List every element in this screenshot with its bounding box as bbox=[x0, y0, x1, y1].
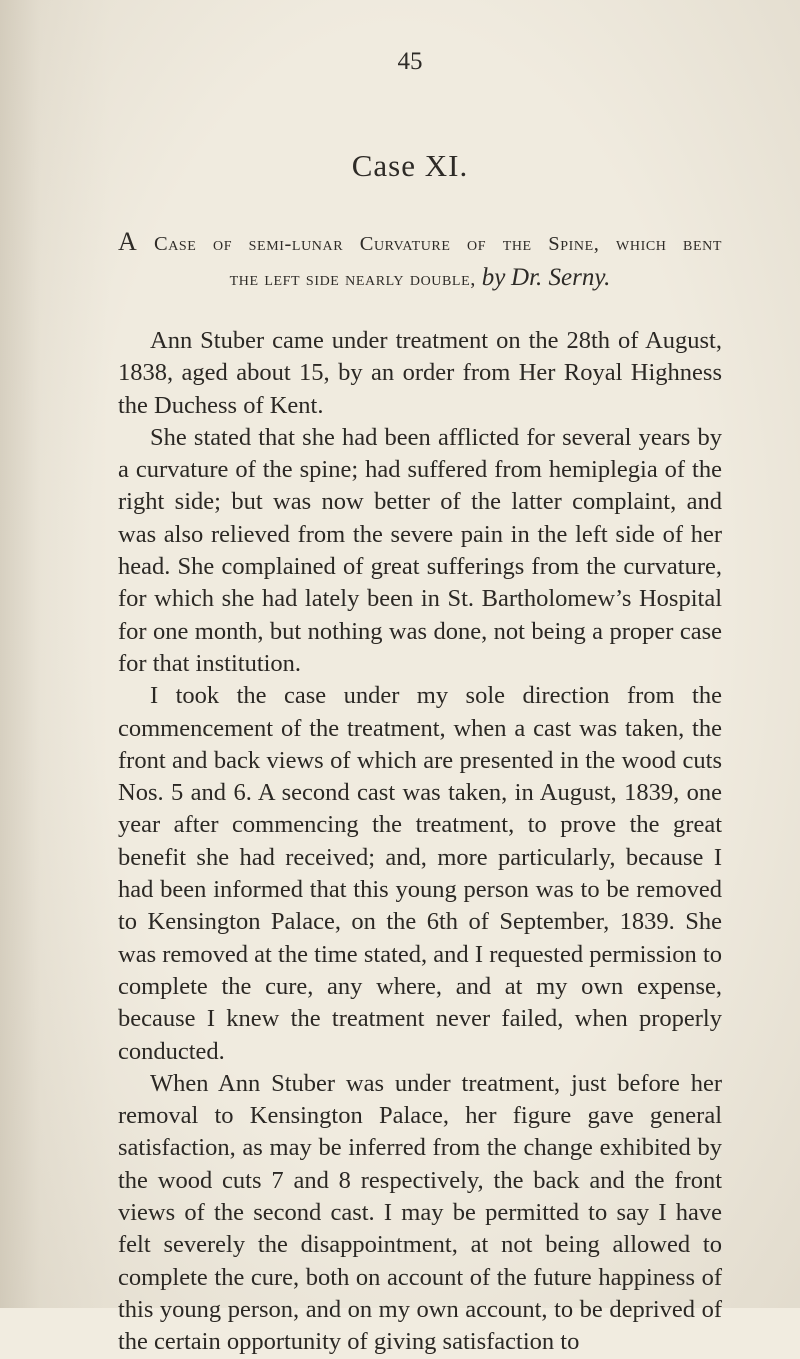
subtitle-author: Dr. Serny. bbox=[511, 264, 611, 291]
subtitle-line-1 bbox=[118, 225, 722, 261]
body-text bbox=[118, 325, 722, 1359]
subtitle-segment-e: the left side nearly double, bbox=[229, 268, 476, 290]
page-number: 45 bbox=[397, 48, 423, 75]
case-subtitle bbox=[118, 225, 722, 296]
paragraph-4: When Ann Stuber was under treatment, just before her removal to Kensington Palace, her figure gave general satisfaction, as may be inferred from the change exhibited by the wood cuts 7 and 8 respectively, the back and the front views of the second cast. I may be permitted to say I have felt severely the disappointment, at not being allowed to complete the cure, both on account of the future happiness of this young person, and on my own account, to be deprived of the certain opportunity of giving satisfaction to bbox=[118, 1069, 722, 1356]
paragraph-2: She stated that she had been afflicted for several years by a curvature of the spine; had suffered from hemiplegia of the right side; but was now better of the latter complaint, and was also relieved from the severe pain in the left side of her head. She complained of great sufferings from the curvature, for which she had lately been in St. Bartholomew’s Hospital for one month, but nothing was done, not being a proper case for that institution. bbox=[118, 423, 722, 677]
case-number: XI. bbox=[424, 148, 469, 183]
subtitle-segment-b: of semi-lunar bbox=[213, 233, 344, 255]
case-heading bbox=[0, 148, 800, 184]
subtitle-by: by bbox=[481, 264, 506, 291]
subtitle-initial: A bbox=[118, 227, 138, 256]
subtitle-case-word: Case bbox=[153, 233, 197, 255]
paragraph-1: Ann Stuber came under treatment on the 28th of August, 1838, aged about 15, by an order from Her Royal Highness the Duchess of Kent. bbox=[118, 327, 722, 419]
subtitle-segment-d: Spine, which bent bbox=[548, 233, 722, 255]
paragraph-3: I took the case under my sole direction from the commencement of the treatment, when a cast was taken, the front and back views of which are presented in the wood cuts Nos. 5 and 6. A second cast was taken, in August, 1839, one year after commencing the treatment, to prove the great benefit she had received; and, more particularly, because I had been informed that this young person was to be removed to Kensington Palace, on the 6th of September, 1839. She was removed at the time stated, and I requested permission to complete the cure, any where, and at my own expense, because I knew the treatment never failed, when properly conducted. bbox=[118, 682, 722, 1065]
subtitle-segment-c: Curvature of the bbox=[359, 233, 532, 255]
case-label: Case bbox=[351, 148, 417, 183]
subtitle-line-2 bbox=[118, 261, 722, 296]
